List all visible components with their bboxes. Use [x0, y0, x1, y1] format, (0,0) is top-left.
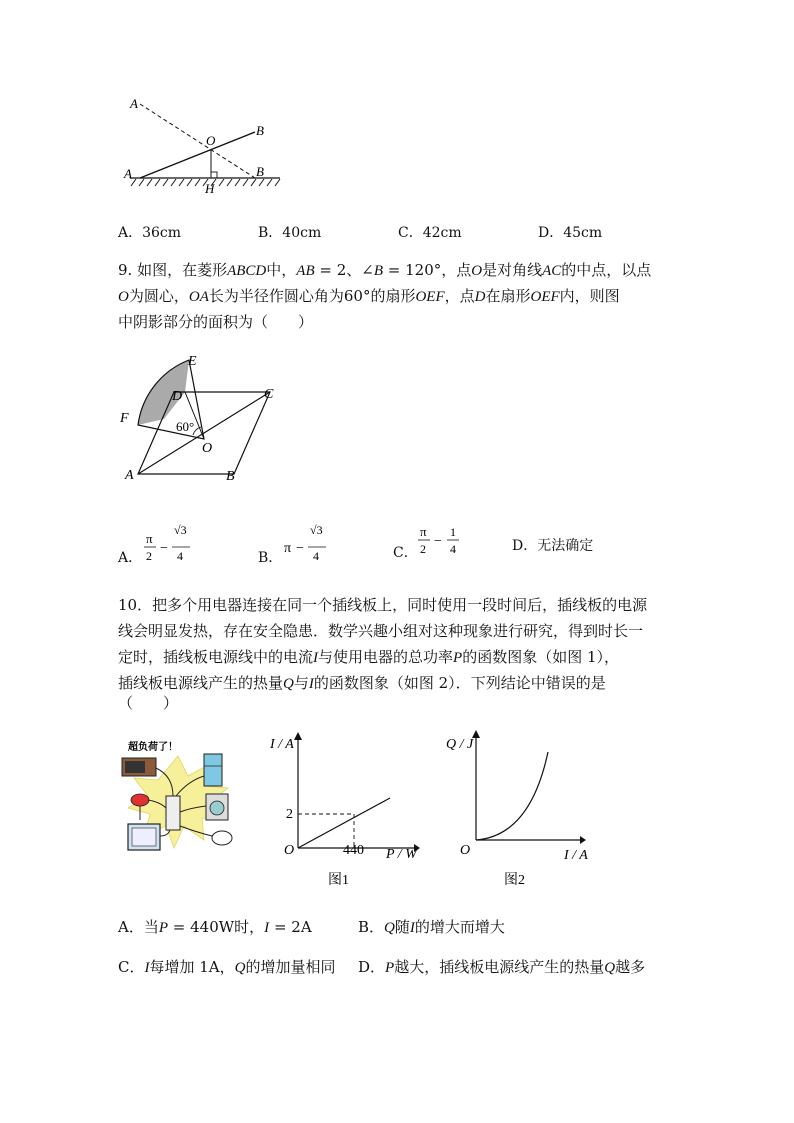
fig1-tick-y: 2 — [286, 807, 293, 822]
fig2-curve — [476, 752, 548, 840]
label-A-top: A — [130, 96, 138, 111]
q9-option-d: D．无法确定 — [512, 538, 594, 554]
q9-option-c-formula — [414, 518, 474, 564]
fig2-origin: O — [460, 843, 471, 858]
q10-option-a: A．当P = 440W时，I = 2A — [118, 918, 312, 936]
label-C: C — [264, 387, 274, 402]
figure-q8 — [110, 90, 300, 200]
q9-option-b-expr: π − √3/4 — [280, 520, 284, 521]
q9-line-2: O为圆心，OA长为半径作圆心角为60°的扇形OEF，点D在扇形OEF内，则图 — [118, 287, 620, 305]
svg-text:√3: √3 — [310, 523, 323, 537]
svg-text:2: 2 — [146, 549, 152, 563]
figure-q9 — [110, 352, 290, 487]
cartoon-text: 超负荷了！ — [128, 742, 178, 753]
svg-text:−: − — [434, 534, 442, 549]
svg-text:4: 4 — [177, 549, 183, 563]
q10-option-b: B．Q随I的增大而增大 — [358, 918, 505, 936]
label-B-bottom: B — [256, 164, 264, 179]
svg-text:π: π — [420, 524, 427, 539]
label-A: A — [125, 468, 134, 483]
label-O: O — [202, 441, 213, 456]
q9-option-c-expr: π/2 − 1/4 — [414, 518, 418, 519]
q10-option-d: D．P越大，插线板电源线产生的热量Q越多 — [358, 958, 646, 976]
label-A-bottom: A — [124, 166, 132, 181]
q9-option-b-formula — [280, 520, 340, 570]
q9-line-3: 中阴影部分的面积为（ ） — [118, 313, 314, 331]
label-B: B — [226, 469, 235, 484]
q10-option-c: C．I每增加 1A，Q的增加量相同 — [118, 958, 336, 976]
svg-text:2: 2 — [420, 542, 426, 556]
fig2-caption: 图2 — [504, 873, 525, 888]
overload-cartoon — [118, 736, 243, 858]
label-angle-60: 60° — [176, 419, 195, 434]
label-H: H — [205, 181, 215, 196]
q10-line-4: 插线板电源线产生的热量Q与I的函数图象（如图 2）．下列结论中错误的是 — [118, 674, 606, 692]
svg-text:−: − — [160, 541, 168, 556]
svg-text:√3: √3 — [174, 523, 187, 537]
svg-text:−: − — [296, 541, 304, 556]
fig2-ylabel: Q / J — [446, 737, 474, 752]
figure-2-chart — [442, 728, 602, 893]
label-O: O — [206, 133, 216, 148]
label-E: E — [188, 354, 197, 369]
fig1-xlabel: P / W — [386, 847, 417, 862]
q10-line-3: 定时，插线板电源线中的电流I与使用电器的总功率P的函数图象（如图 1）， — [118, 648, 620, 666]
fig1-origin: O — [284, 843, 295, 858]
label-B-top: B — [256, 123, 264, 138]
q8-option-d: D．45cm — [538, 225, 603, 241]
fig1-line — [298, 798, 390, 848]
q9-option-a-label: A． — [118, 550, 143, 566]
fig1-tick-x: 440 — [343, 843, 364, 858]
q9-option-a-formula — [140, 520, 200, 570]
svg-text:4: 4 — [313, 549, 319, 563]
q10-line-1: 10．把多个用电器连接在同一个插线板上，同时使用一段时间后，插线板的电源 — [118, 596, 648, 614]
q9-line-1: 9. 如图，在菱形ABCD中，AB = 2、∠B = 120°，点O是对角线AC的中点，以点 — [118, 261, 652, 279]
q9-option-c-label: C． — [393, 545, 418, 561]
fig1-caption: 图1 — [328, 873, 349, 888]
label-D: D — [172, 389, 183, 404]
q8-option-c: C．42cm — [398, 225, 462, 241]
svg-text:1: 1 — [450, 525, 456, 539]
q8-option-b: B．40cm — [258, 225, 322, 241]
q8-option-a: A．36cm — [118, 225, 182, 241]
fig2-xlabel: I / A — [564, 848, 588, 863]
svg-text:4: 4 — [450, 542, 456, 556]
figure-1-chart — [262, 728, 432, 893]
svg-text:π: π — [146, 531, 153, 546]
q9-option-b-label: B． — [258, 550, 283, 566]
q10-line-2: 线会明显发热，存在安全隐患．数学兴趣小组对这种现象进行研究，得到时长一 — [118, 622, 644, 640]
q9-option-a-expr: π/2 − √3/4 — [140, 520, 145, 521]
svg-text:π: π — [284, 541, 292, 556]
label-F: F — [120, 411, 129, 426]
fig1-ylabel: I / A — [270, 737, 294, 752]
q10-line-5: （ ） — [118, 694, 179, 712]
